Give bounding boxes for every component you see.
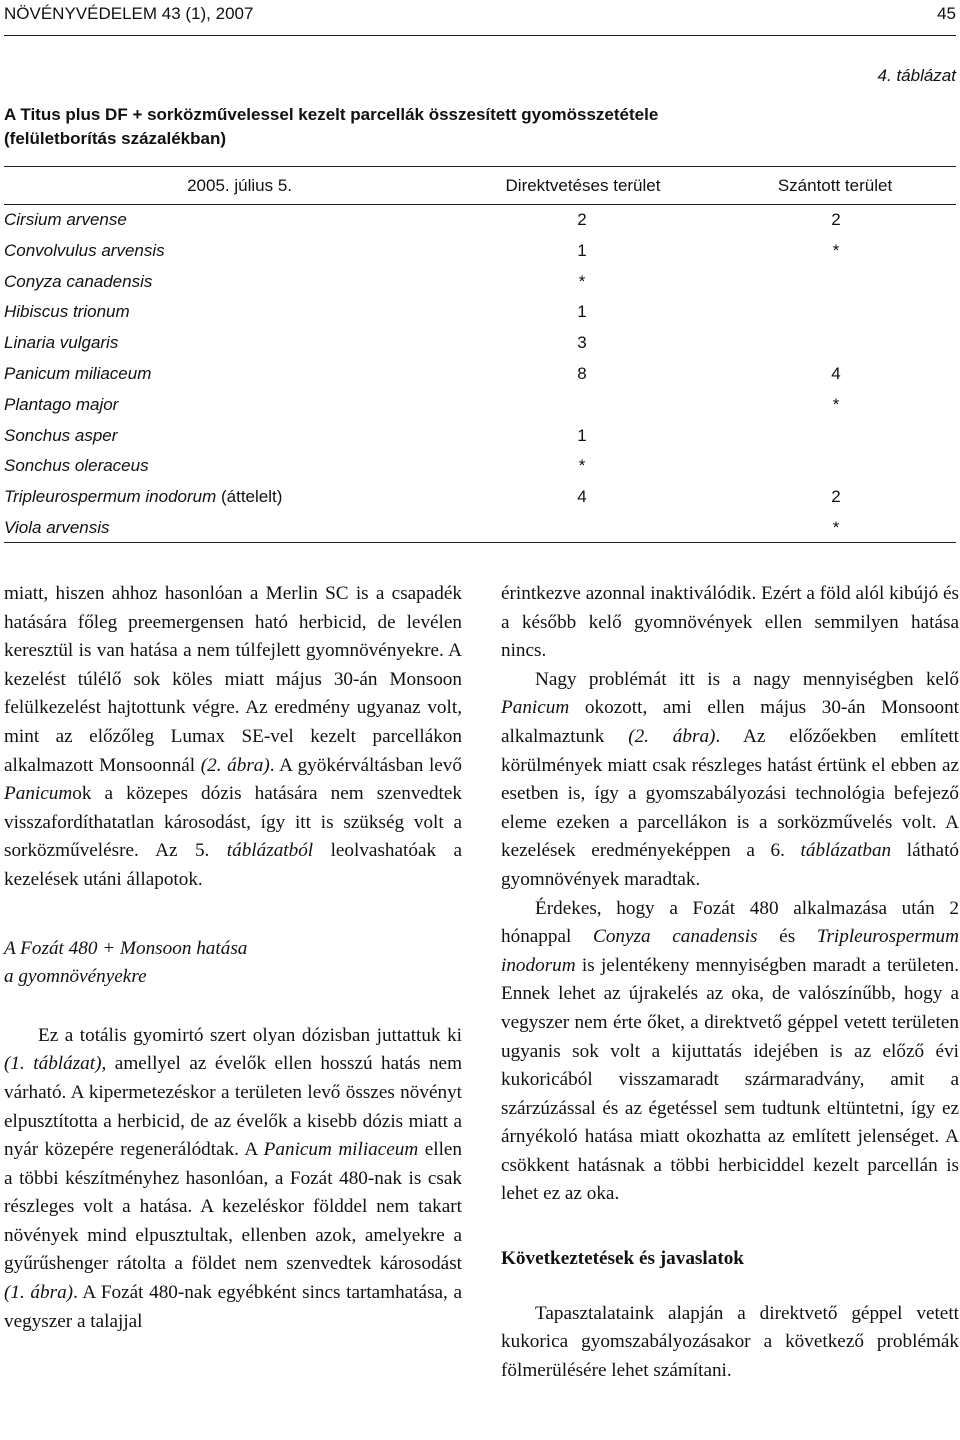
direct-value: 1 <box>577 425 587 445</box>
direct-value: 8 <box>577 363 587 383</box>
table-row <box>0 485 960 516</box>
journal-title: NÖVÉNYVÉDELEM 43 (1), 2007 <box>4 4 254 23</box>
table-row <box>0 331 960 362</box>
table-body <box>0 208 960 547</box>
table-caption-line1: A Titus plus DF + sorközművelessel kezelt parcellák összesített gyomösszetétele <box>4 105 659 124</box>
table-row <box>0 208 960 239</box>
species-name: Tripleurospermum inodorum (áttelelt) <box>4 487 283 507</box>
direct-value: 4 <box>577 487 587 507</box>
table-row <box>0 362 960 393</box>
table-caption <box>4 103 824 151</box>
table-caption-line2: (felületborítás százalékban) <box>4 129 227 148</box>
section-title-line1: A Fozát 480 + Monsoon hatása <box>4 937 248 959</box>
page-number: 45 <box>937 4 956 23</box>
table-row <box>0 270 960 301</box>
table-header-row <box>0 176 960 200</box>
body-paragraph: Érdekes, hogy a Fozát 480 alkalmazása után 2 hónappal Conyza canadensis és Tripleurospermum inodorum is jelentékeny mennyiségben maradt a területen. Ennek lehet az újrakelés az oka, de valószínűbb, hogy a vegyszer nem érte őket, a direktvető géppel vetett területen ugyanis sok volt a kijuttatás idejében is az előző évi kukoricából visszamaradt szármaradvány, amit a szárzúzással és az égetéssel sem tudtunk eltüntetni, így ez árnyékoló hatása miatt okozhatta az említett jelenséget. A csökkent hatásnak a többi herbiciddel kezelt parcellán is lehet ez az oka. <box>501 897 959 1205</box>
section-title-line2: a gyomnövényekre <box>4 966 147 988</box>
header-rule <box>4 35 956 36</box>
table-top-rule <box>4 166 956 167</box>
plowed-value: * <box>832 517 840 537</box>
plowed-value: 4 <box>831 363 841 383</box>
plowed-value: 2 <box>831 487 841 507</box>
table-row <box>0 239 960 270</box>
species-name: Panicum miliaceum <box>4 363 152 383</box>
plowed-value: 2 <box>831 210 841 229</box>
species-name: Sonchus oleraceus <box>4 456 149 476</box>
species-name: Cirsium arvense <box>4 210 127 229</box>
species-name: Hibiscus trionum <box>4 302 130 322</box>
table-col-plowed-header: Szántott terület <box>777 176 893 195</box>
body-paragraph: Tapasztalataink alapján a direktvető géppel vetett kukorica gyomszabályozásakor a következő problémák fölmerülésére lehet számítani. <box>501 1302 959 1381</box>
direct-value: 2 <box>577 210 587 229</box>
table-row <box>0 300 960 331</box>
body-paragraph: érintkezve azonnal inaktiválódik. Ezért a föld alól kibújó és a később kelő gyomnövények ellen semmilyen hatása nincs. <box>501 583 959 662</box>
plowed-value: * <box>832 240 840 260</box>
direct-value: 3 <box>577 333 587 353</box>
running-head <box>4 4 956 28</box>
table-date-header: 2005. július 5. <box>187 176 292 195</box>
body-paragraph: Nagy problémát itt is a nagy mennyiségben kelő Panicum okozott, ami ellen május 30-án Monsoont alkalmaztunk (2. ábra). Az előzőekben említett körülmények miatt csak részleges hatást értünk el ebben az esetben is, így a gyomszabályozási technológia befejező eleme ezeken a parcellákon is a sorközművelés volt. A kezelések eredményeképpen a 6. táblázatban látható gyomnövények maradtak. <box>501 668 959 890</box>
plowed-value: * <box>832 394 840 414</box>
table-bottom-rule <box>4 542 956 543</box>
direct-value: * <box>578 271 586 291</box>
right-text-column <box>501 580 959 1385</box>
table-row <box>0 424 960 455</box>
section-title <box>4 935 462 992</box>
direct-value: * <box>578 456 586 476</box>
left-text-column <box>4 580 462 1336</box>
direct-value: 1 <box>577 302 587 322</box>
table-col-direct-header: Direktvetéses terület <box>505 176 661 195</box>
table-header-rule <box>4 204 956 205</box>
species-name: Linaria vulgaris <box>4 333 119 353</box>
table-row <box>0 454 960 485</box>
direct-value: 1 <box>577 240 587 260</box>
species-name: Convolvulus arvensis <box>4 240 165 260</box>
species-name: Plantago major <box>4 394 119 414</box>
table-number: 4. táblázat <box>877 66 956 85</box>
body-paragraph: Ez a totális gyomirtó szert olyan dózisban juttattuk ki (1. táblázat), amellyel az évelők ellen hosszú hatás nem várható. A kipermetezéskor a területen levő összes növényt elpusztította a herbicid, de az évelők a kisebb dózis miatt a nyár közepére regenerálódtak. A Panicum miliaceum ellen a többi készítményhez hasonlóan, a Fozát 480-nak is csak részleges volt a hatása. A kezeléskor földdel nem takart növények mind elpusztultak, ellenben azok, amelyekre a gyűrűshenger rátolta a földet nem szenvedtek károsodást (1. ábra). A Fozát 480-nak egyébként sincs tartamhatása, a vegyszer a talajjal <box>4 1024 463 1332</box>
species-name: Conyza canadensis <box>4 271 153 291</box>
species-name: Viola arvensis <box>4 517 110 537</box>
conclusions-heading: Következtetések és javaslatok <box>501 1248 744 1270</box>
table-row <box>0 393 960 424</box>
body-paragraph: miatt, hiszen ahhoz hasonlóan a Merlin SC is a csapadék hatására főleg preemergensen ható herbicid, de levélen keresztül is van hatása a nem túlfejlett gyomnövényekre. A kezelést túlélő sok köles miatt május 30-án Monsoon felülkezelést hajtottunk végre. Az eredmény ugyanaz volt, mint az előzőleg Lumax SE-vel kezelt parcellákon alkalmazott Monsoonnál (2. ábra). A gyökérváltásban levő Panicumok a közepes dózis hatására nem szenvedtek visszafordíthatatlan károsodást, így itt is szükség volt a sorközművelésre. Az 5. táblázatból leolvashatóak a kezelések utáni állapotok. <box>4 583 462 890</box>
species-name: Sonchus asper <box>4 425 118 445</box>
